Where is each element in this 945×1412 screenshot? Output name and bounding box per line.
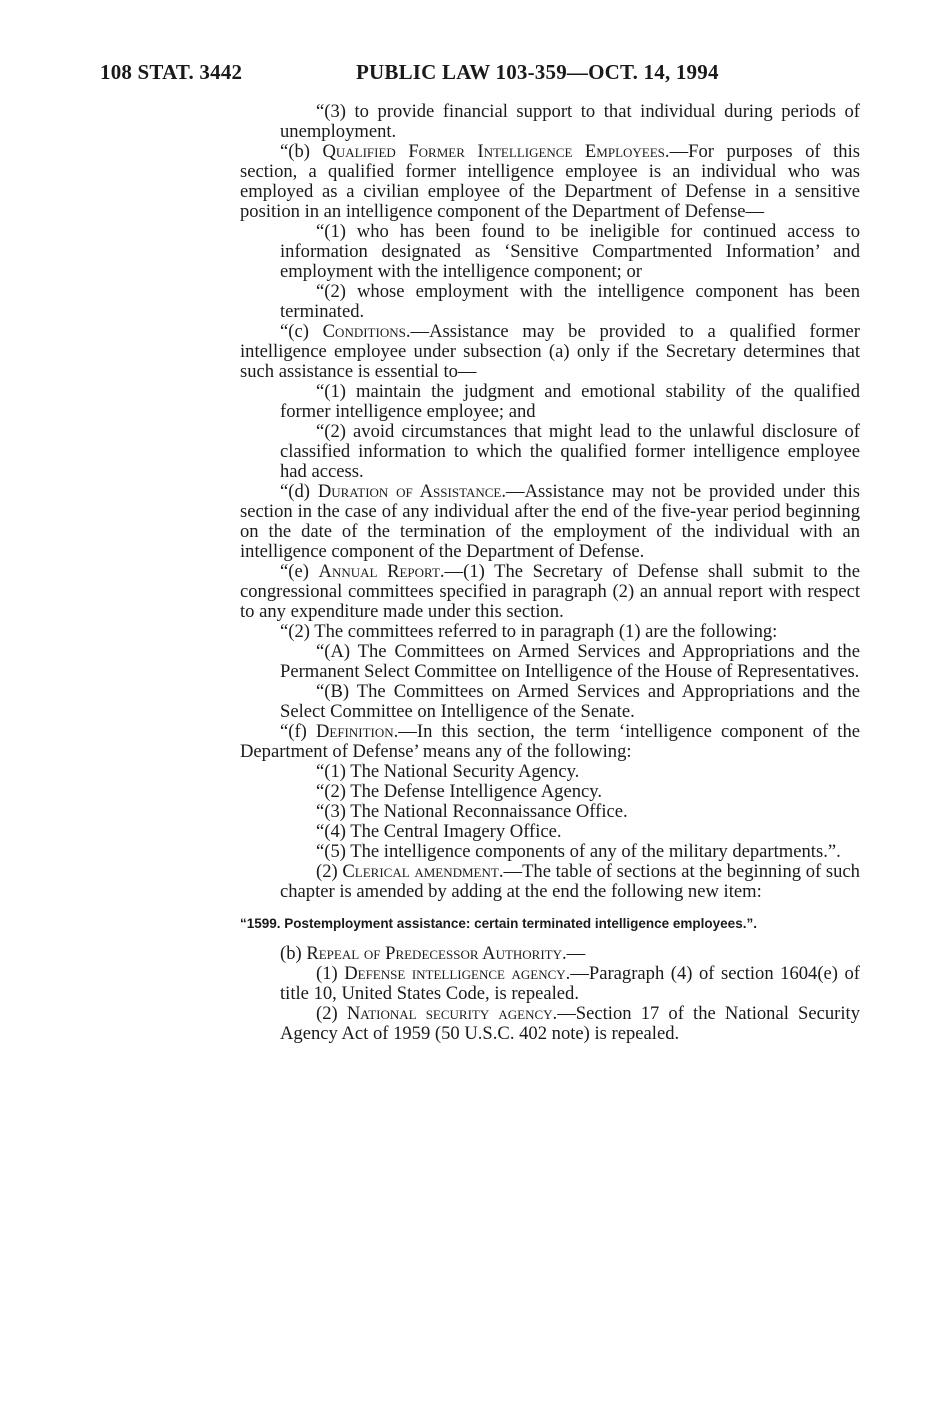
repeal-national-security-agency: (2) National security agency.—Section 17 of the National Security Agency Act of 1959 (50 U.S.C. 402 note) is repealed.: [280, 1003, 860, 1044]
paragraph-f3: “(3) The National Reconnaissance Office.: [316, 801, 628, 822]
paragraph-a3: “(3) to provide financial support to that individual during periods of unemployment.: [280, 101, 860, 142]
paragraph-e2b: “(B) The Committees on Armed Services and Appropriations and the Select Committee on Intelligence of the Senate.: [280, 681, 860, 722]
subsection-heading: Definition.: [315, 721, 399, 742]
paragraph-e2a: “(A) The Committees on Armed Services and Appropriations and the Permanent Select Committee on Intelligence of the House of Representatives.: [280, 641, 860, 682]
subsection-heading: Qualified Former Intelligence Employees.: [322, 141, 670, 162]
paragraph-heading: Defense intelligence agency.: [344, 963, 571, 984]
subsection-heading: Repeal of Predecessor Authority.: [306, 943, 567, 964]
paragraph-f1: “(1) The National Security Agency.: [316, 761, 580, 782]
paragraph-b2: “(2) whose employment with the intelligence component has been terminated.: [280, 281, 860, 322]
stat-page-number: 108 STAT. 3442: [100, 60, 243, 84]
paragraph-e2: “(2) The committees referred to in paragraph (1) are the following:: [280, 621, 778, 642]
subsection-heading: Duration of Assistance.: [317, 481, 507, 502]
subsection-b-qualified-former-employees: “(b) Qualified Former Intelligence Employees.—For purposes of this section, a qualified former intelligence employee is an individual who was employed as a civilian employee of the Department of Defense in a sensitive position in an intelligence component of the Department of Defense—: [240, 141, 860, 222]
subsection-heading: Conditions.: [322, 321, 411, 342]
subsection-d-duration: “(d) Duration of Assistance.—Assistance may not be provided under this section in the case of any individual after the end of the five-year period beginning on the date of the termination of the employment of the individual with an intelligence component of the Department of Defense.: [240, 481, 860, 562]
paragraph-f5: “(5) The intelligence components of any of the military departments.”.: [316, 841, 841, 862]
paragraph-f4: “(4) The Central Imagery Office.: [316, 821, 562, 842]
table-of-sections-item: “1599. Postemployment assistance: certain terminated intelligence employees.”.: [240, 916, 757, 931]
paragraph-c2: “(2) avoid circumstances that might lead to the unlawful disclosure of classified information to which the qualified former intelligence employee had access.: [280, 421, 860, 482]
paragraph-b1: “(1) who has been found to be ineligible for continued access to information designated as ‘Sensitive Compartmented Information’ and employment with the intelligence component; or: [280, 221, 860, 282]
public-law-citation: PUBLIC LAW 103-359—OCT. 14, 1994: [356, 60, 719, 84]
subsection-c-conditions: “(c) Conditions.—Assistance may be provided to a qualified former intelligence employee under subsection (a) only if the Secretary determines that such assistance is essential to—: [240, 321, 860, 382]
paragraph-heading: Clerical amendment.: [342, 861, 504, 882]
subsection-f-definition: “(f) Definition.—In this section, the term ‘intelligence component of the Department of Defense’ means any of the following:: [240, 721, 860, 762]
repeal-defense-intelligence-agency: (1) Defense intelligence agency.—Paragraph (4) of section 1604(e) of title 10, United States Code, is repealed.: [280, 963, 860, 1004]
running-header: [100, 60, 845, 90]
subsection-e-annual-report: “(e) Annual Report.—(1) The Secretary of Defense shall submit to the congressional committees specified in paragraph (2) an annual report with respect to any expenditure made under this section.: [240, 561, 860, 622]
subsection-heading: Annual Report.: [318, 561, 445, 582]
clerical-amendment: (2) Clerical amendment.—The table of sections at the beginning of such chapter is amended by adding at the end the following new item:: [280, 861, 860, 902]
subsection-b-repeal: (b) Repeal of Predecessor Authority.—: [280, 943, 586, 964]
statute-text: [240, 102, 860, 1044]
paragraph-c1: “(1) maintain the judgment and emotional stability of the qualified former intelligence employee; and: [280, 381, 860, 422]
paragraph-f2: “(2) The Defense Intelligence Agency.: [316, 781, 603, 802]
paragraph-heading: National security agency.: [346, 1003, 558, 1024]
